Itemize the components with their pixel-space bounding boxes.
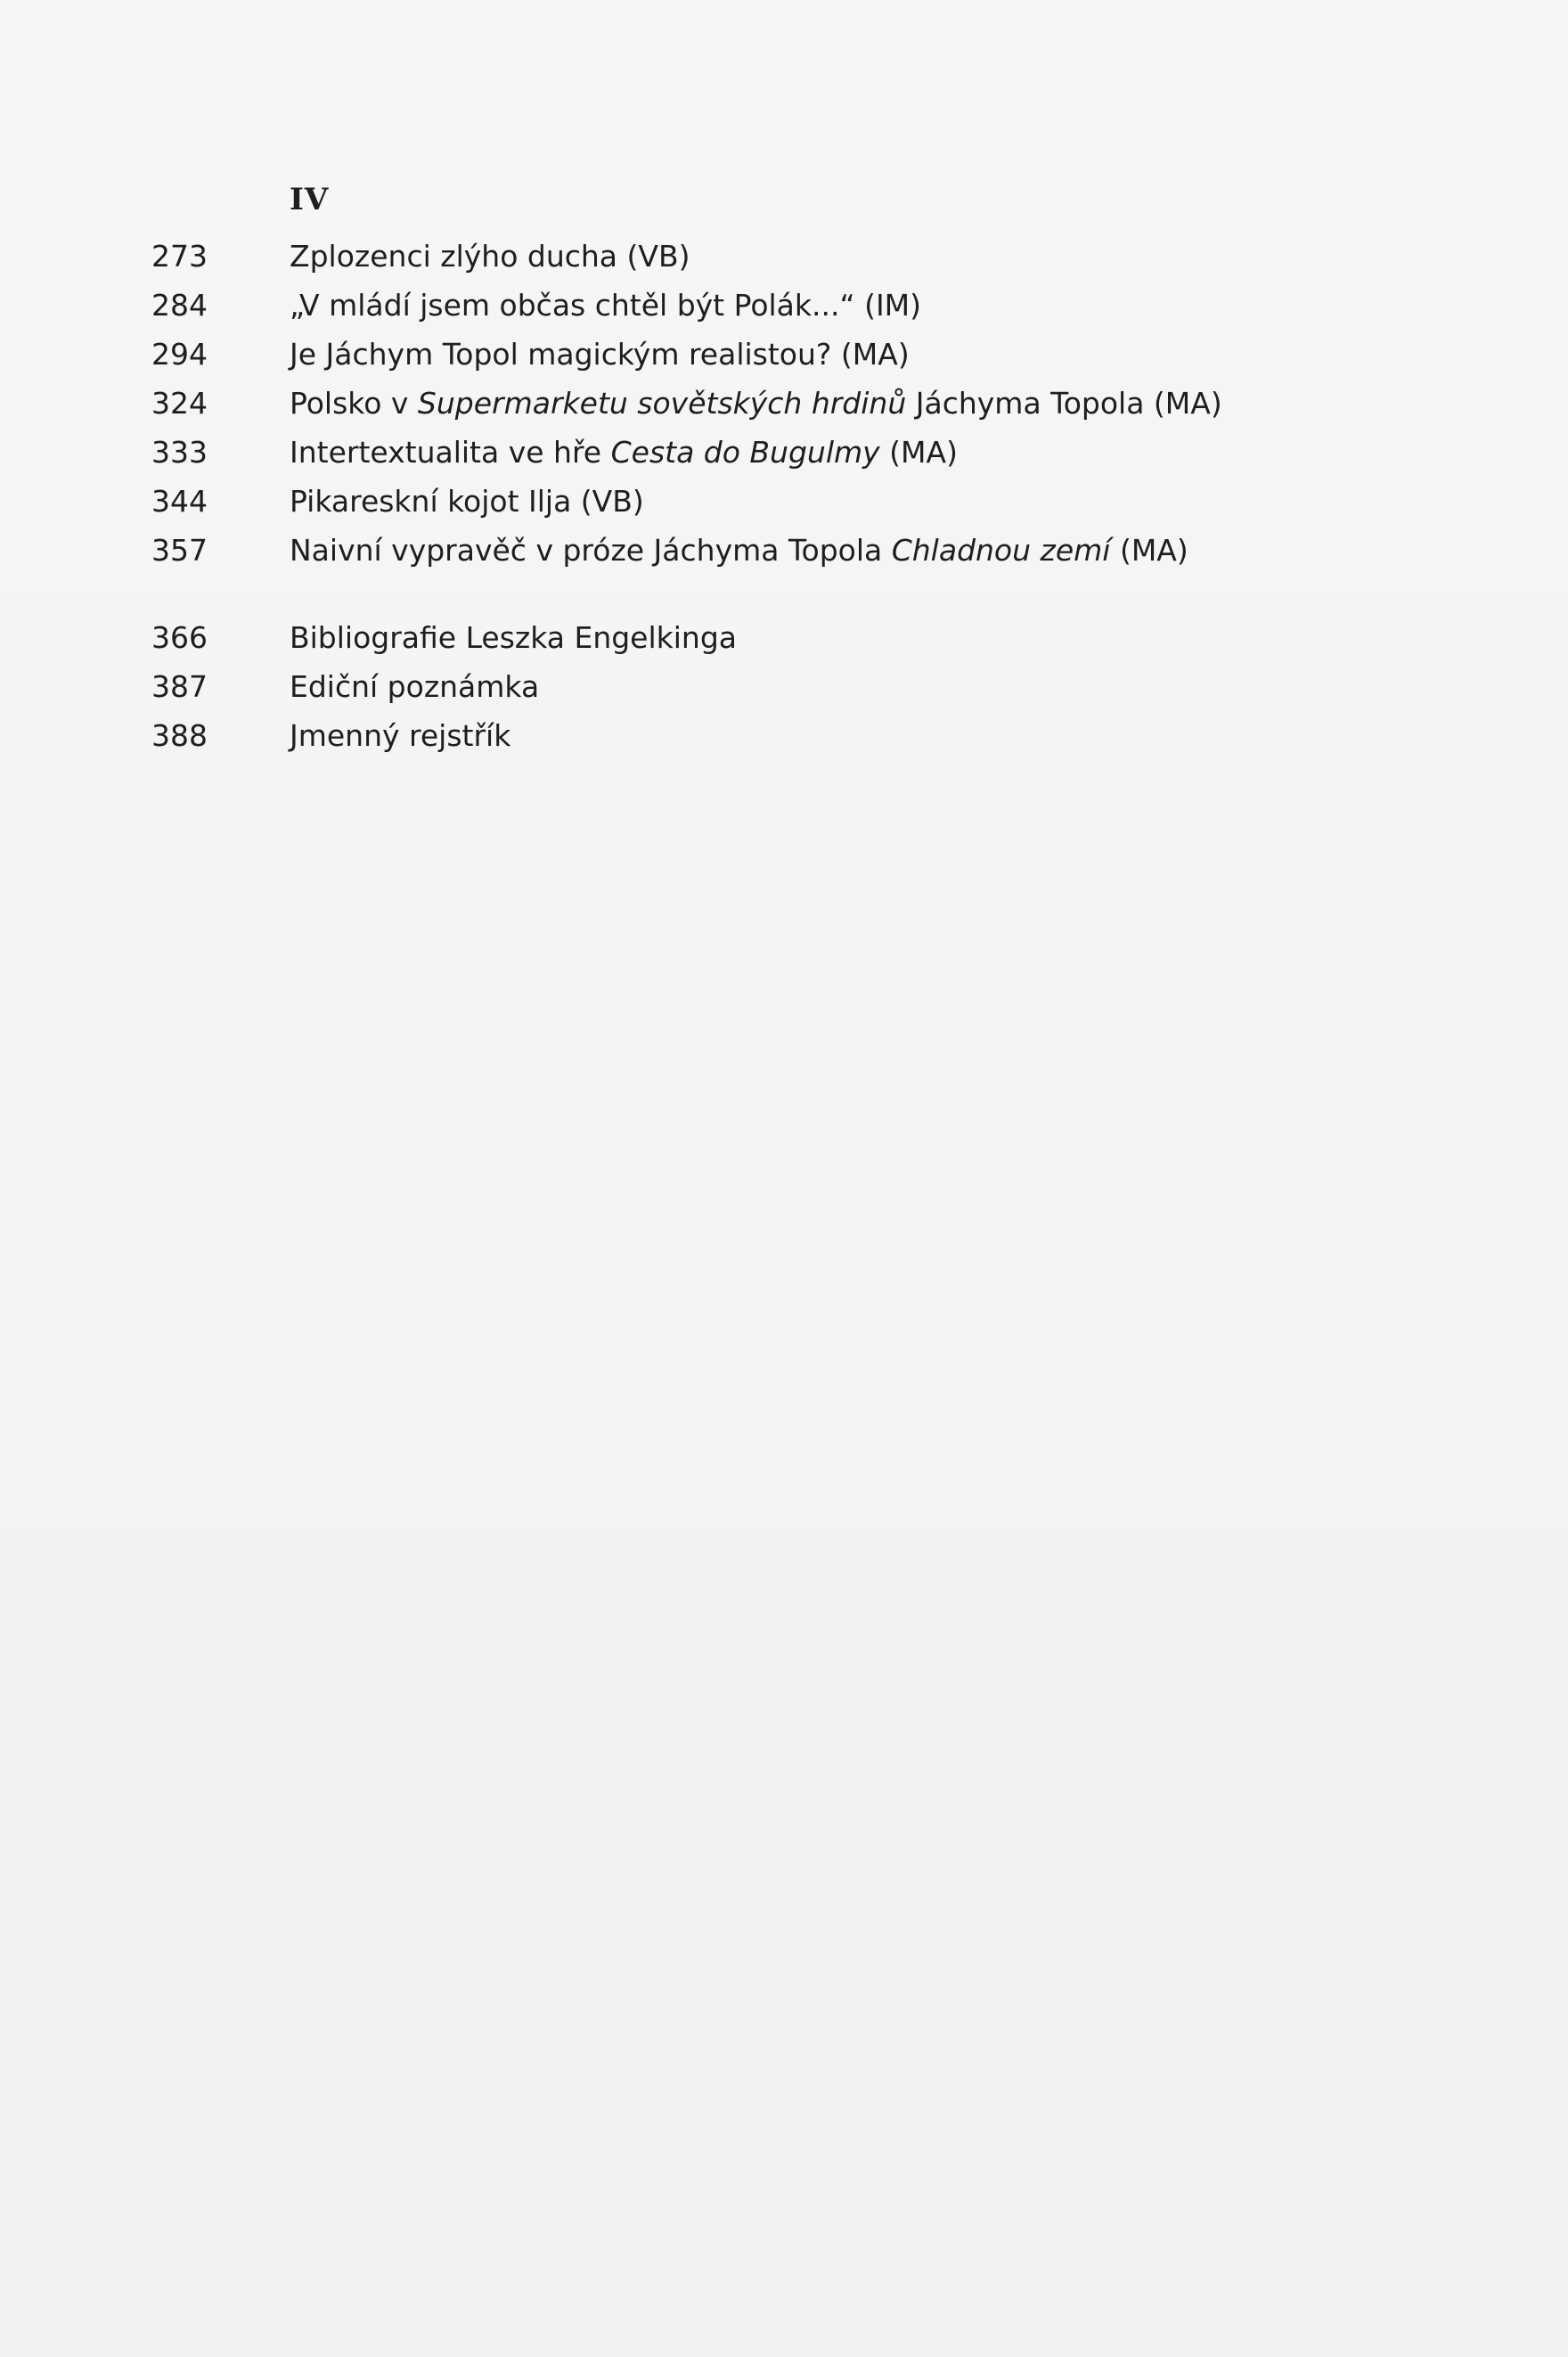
toc-entry-title	[290, 331, 910, 378]
title-segment: Pikareskní kojot Ilja (VB)	[290, 484, 644, 519]
toc-entry-title	[290, 528, 1188, 574]
toc-page-number: 387	[151, 669, 208, 704]
title-segment: (MA)	[879, 435, 958, 470]
title-segment: Bibliografie Leszka Engelkinga	[290, 620, 738, 655]
toc-entry-title	[290, 664, 539, 710]
toc-page-number: 388	[151, 718, 208, 753]
toc-page-number: 284	[151, 288, 208, 323]
title-segment: Zplozenci zlýho ducha (VB)	[290, 239, 690, 274]
italic-title-segment: Supermarketu sovětských hrdinů	[417, 386, 907, 421]
section-heading: IV	[290, 182, 330, 217]
toc-page-number: 294	[151, 337, 208, 372]
toc-entry-title	[290, 615, 737, 661]
toc-entry-title	[290, 713, 510, 759]
toc-page-number: 357	[151, 533, 208, 568]
toc-entry-title	[290, 282, 921, 329]
toc-page-number: 366	[151, 620, 208, 655]
title-segment: Ediční poznámka	[290, 669, 540, 704]
title-segment: Intertextualita ve hře	[290, 435, 611, 470]
title-segment: „V mládí jsem občas chtěl být Polák...“ (IM)	[290, 288, 922, 323]
title-segment: (MA)	[1110, 533, 1188, 568]
toc-page-number: 324	[151, 386, 208, 421]
title-segment: Jmenný rejstřík	[290, 718, 511, 753]
toc-entry-title	[290, 479, 644, 525]
toc-page-number: 273	[151, 239, 208, 274]
italic-title-segment: Cesta do Bugulmy	[610, 435, 880, 470]
toc-entry-title	[290, 430, 958, 476]
toc-entry-title	[290, 233, 690, 280]
title-segment: Je Jáchym Topol magickým realistou? (MA)	[290, 337, 910, 372]
toc-page-number: 344	[151, 484, 208, 519]
toc-entry-title	[290, 381, 1222, 427]
toc-page-number: 333	[151, 435, 208, 470]
title-segment: Jáchyma Topola (MA)	[906, 386, 1222, 421]
italic-title-segment: Chladnou zemí	[891, 533, 1111, 568]
title-segment: Polsko v	[290, 386, 418, 421]
title-segment: Naivní vypravěč v próze Jáchyma Topola	[290, 533, 892, 568]
